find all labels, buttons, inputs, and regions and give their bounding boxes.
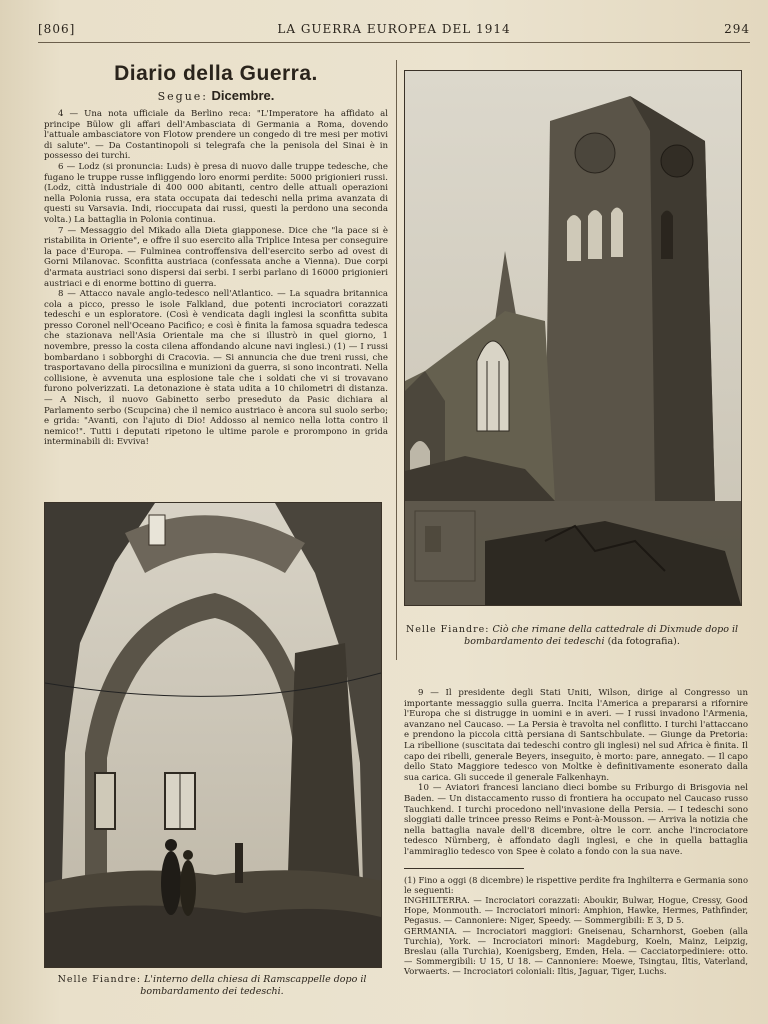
church-interior-photo [44, 502, 382, 968]
diary-entry: 6 — Lodz (si pronuncia: Luds) è presa di nuovo dalle truppe tedesche, che fugano le truppe russe infliggendo loro enormi perdite: 5000 prigionieri russi. (Lodz, città industriale di 400 000 abitanti, centro delle attuali operazioni nella Polonia russa, era stata occupata dai tedeschi nella prima avanzata di questi su Varsavia. Indi, rioccupata dai russi, questi la perdono una seconda volta.) La battaglia in Polonia continua. [44, 161, 388, 225]
caption-text: L'interno della chiesa di Ramscappelle dopo il bombardamento dei tedeschi. [140, 974, 367, 997]
right-photo-caption [396, 624, 748, 648]
caption-label: Nelle Fiandre: [57, 974, 142, 985]
page-header [38, 22, 750, 43]
left-photo-caption [44, 974, 380, 998]
page-number: 294 [724, 22, 750, 36]
cathedral-ruins-photo [404, 70, 742, 606]
footnote-intro: (1) Fino a oggi (8 dicembre) le rispettive perdite fra Inghilterra e Germania sono le seguenti: [404, 874, 748, 895]
article-column-right [404, 688, 748, 977]
publication-title: LA GUERRA EUROPEA DEL 1914 [277, 22, 511, 36]
diary-entry: 9 — Il presidente degli Stati Uniti, Wilson, dirige al Congresso un importante messaggio sulla guerra. Incita l'America a prepararsi a rifornire l'Europa che si distrugge in uomini e in averi. — I russi invadono l'Armenia, avanzano nel Caucaso. — La Persia è travolta nel conflitto. I turchi l'attaccano e prendono la piccola città persiana di Santschbulate. — Giunge da Pretoria: La ribellione (suscitata dai tedeschi contro gli inglesi) nel sud Africa è finita. Il capo dei ribelli, generale Beyers, inseguito, è morto: pare, annegato. — Il capo dello Stato Maggiore tedesco von Moltke è definitivamente esonerato dalla sua carica. Gli succede il generale Falkenhayn. [404, 688, 748, 783]
footnote-england: INGHILTERRA. — Incrociatori corazzati: Aboukir, Bulwar, Hogue, Cressy, Good Hope, Monmouth. — Incrociatori minori: Amphion, Hawke, Hermes, Pathfinder, Pegasus. — Cannoniere: Niger, Speedy. — Sommergibili: E 3, D 5. [404, 894, 748, 926]
footnote-germany: GERMANIA. — Incrociatori maggiori: Gneisenau, Scharnhorst, Goeben (alla Turchia), York. — Incrociatori minori: Magdeburg, Koeln, Mainz, Leipzig, Breslau (alla Turchia), Koenigsberg, Emden, Hela. — Cacciatorpediniere: otto. — Sommergibili: U 15, U 18. — Cannoniere: Moewe, Tsingtau, Iltis, Vaterland, Vorwaerts. — Incrociatori coloniali: Iltis, Jaguar, Tiger, Luchs. [404, 925, 748, 977]
article-subtitle [44, 88, 388, 103]
column-divider [396, 60, 397, 660]
caption-text: Ciò che rimane della cattedrale di Dixmude dopo il bombardamento dei tedeschi [464, 624, 739, 647]
diary-entry: 10 — Aviatori francesi lanciano dieci bombe su Friburgo di Brisgovia nel Baden. — Un distaccamento russo di frontiera ha occupato nel Caucaso russo Tauchkend. I turchi procedono nell'invasione della Persia. — I tedeschi sono sloggiati dalle trincee presso Reims e Pont-à-Mousson. — Arriva la notizia che nella battaglia navale dell'8 dicembre, oltre le corr. anche l'incrociatore tedesco Nürnberg, è affondato dagli inglesi, e che in quella battaglia l'ammiraglio tedesco von Spee è colato a fondo con la sua nave. [404, 783, 748, 857]
segue-label: Segue: [157, 90, 208, 103]
diary-entry: 8 — Attacco navale anglo-tedesco nell'Atlantico. — La squadra britannica cola a picco, presso le isole Falkland, due potenti incrociatori corazzati tedeschi e un esploratore. (Così è vendicata dagli inglesi la sconfitta subita presso Coronel nell'Oceano Pacifico; e così è finita la famosa squadra tedesca che stazionava nell'Asia Orientale ma che si illustrò in quel giorno, 1 novembre, presso la costa cilena affondando alcune navi inglesi.) (1) — I russi bombardano i sobborghi di Cracovia. — Si annuncia che due treni russi, che trasportavano della pirocsilina e munizioni da guerra, si sono incontrati. Nella collisione, è avvenuta una esplosione tale che i soldati che vi si trovavano furono polverizzati. La detonazione è stata udita a 10 chilometri di distanza. — A Nisch, il nuovo Gabinetto serbo preseduto da Pasic dichiara al Parlamento serbo (Scupcina) che il nemico austriaco è ancora sul suolo serbo; e grida: "Avanti, con l'ajuto di Dio! Addosso al nemico nella lotta contro il nemico!". Tutti i deputati ripetono le ultime parole e prorompono in grida interminabili di: Evviva! [44, 289, 388, 448]
diary-entry: 4 — Una nota ufficiale da Berlino reca: "L'Imperatore ha affidato al principe Bülow gli affari dell'Ambasciata di Germania a Roma, dovendo l'attuale ambasciatore von Flotow prendere un congedo di tre mesi per motivi di salute". — Da Costantinopoli si telegrafa che la penisola del Sinai è in possesso dei turchi. [44, 109, 388, 162]
month-label: Dicembre. [211, 88, 275, 103]
article-column-left [44, 58, 388, 448]
caption-label: Nelle Fiandre: [405, 624, 490, 635]
caption-source: (da fotografia). [607, 636, 680, 647]
footnote-divider [404, 868, 524, 869]
diary-entry: 7 — Messaggio del Mikado alla Dieta giapponese. Dice che "la pace si è ristabilita in Oriente", e offre il suo esercito alla Triplice Intesa per conseguire la pace d'Europa. — Fulminea controffensiva dell'esercito serbo ad ovest di Gorni Milanovac. Sconfitta austriaca (confessata anche a Vienna). Due corpi d'armata austriaci sono dispersi dai serbi. I serbi parlano di 16000 prigionieri austriaci e di enorme bottino di guerra. [44, 225, 388, 289]
article-title: Diario della Guerra. [114, 62, 318, 85]
issue-number: [806] [38, 22, 76, 36]
